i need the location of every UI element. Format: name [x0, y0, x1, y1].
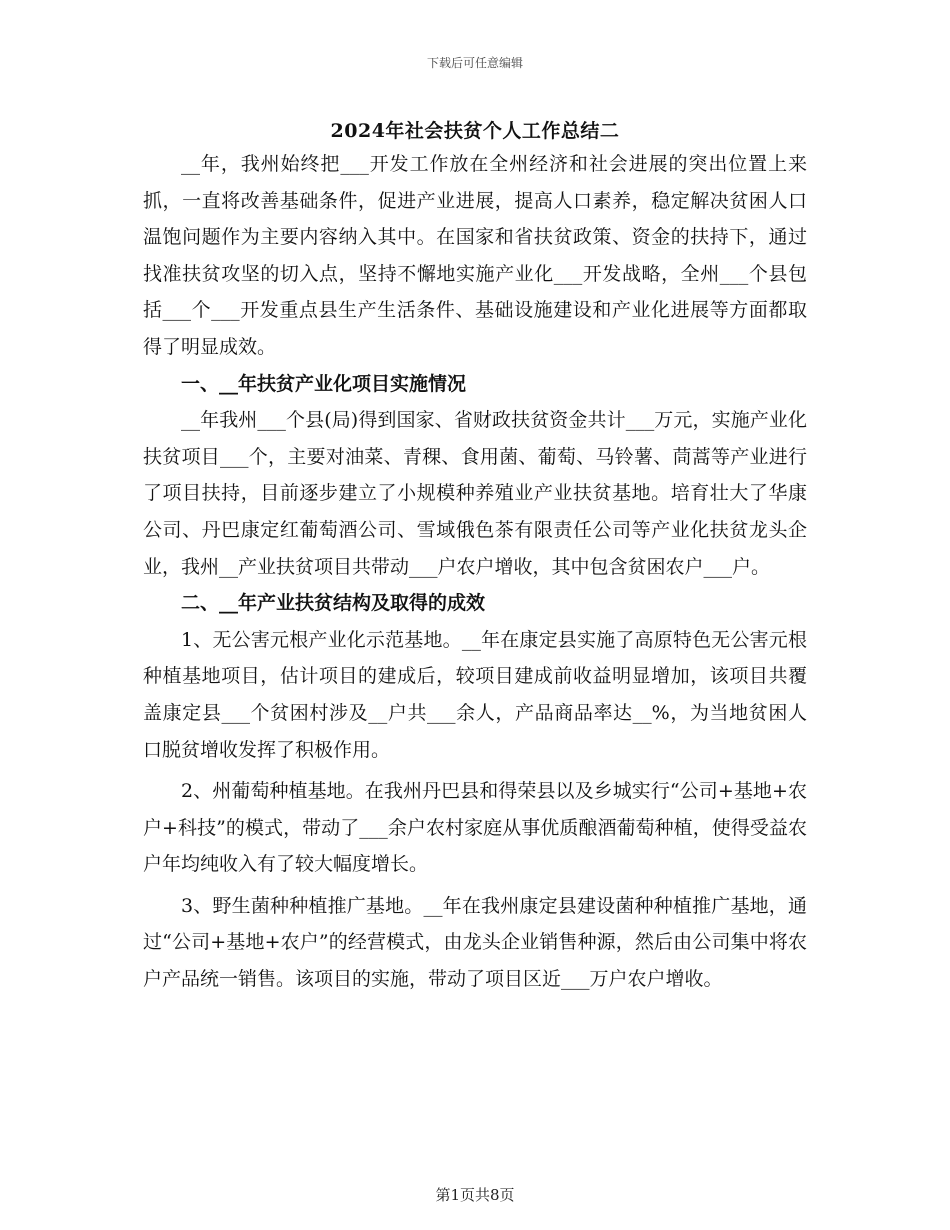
page-number: 第1页共8页: [435, 1186, 515, 1204]
item-2-paragraph: 2、州葡萄种植基地。在我州丹巴县和得荣县以及乡城实行“公司+基地+农户+科技”的模式，带动了___余户农村家庭从事优质酿酒葡萄种植，使得受益农户年均纯收入有了较大幅度增长。: [143, 780, 807, 876]
section-1-paragraph: __年我州___个县(局)得到国家、省财政扶贫资金共计___万元，实施产业化扶贫项目___个，主要对油菜、青稞、食用菌、葡萄、马铃薯、茼蒿等产业进行了项目扶持，目前逐步建立了小规模种养殖业产业扶贫基地。培育壮大了华康公司、丹巴康定红葡萄酒公司、雪域俄色茶有限责任公司等产业化扶贫龙头企业，我州__产业扶贫项目共带动___户农户增收，其中包含贫困农户___户。: [143, 409, 807, 578]
document-body: [143, 146, 807, 998]
page-header-note: 下载后可任意编辑: [426, 56, 523, 70]
document-title: 2024年社会扶贫个人工作总结二: [330, 120, 620, 142]
section-heading-2: 二、__年产业扶贫结构及取得的成效: [181, 592, 486, 615]
section-heading-1: 一、__年扶贫产业化项目实施情况: [181, 372, 467, 395]
item-3-paragraph: 3、野生菌种种植推广基地。__年在我州康定县建设菌种种植推广基地，通过“公司+基地+农户”的经营模式，由龙头企业销售种源，然后由公司集中将农户产品统一销售。该项目的实施，带动了项目区近___万户农户增收。: [143, 894, 807, 991]
item-1-paragraph: 1、无公害元根产业化示范基地。__年在康定县实施了高原特色无公害元根种植基地项目，估计项目的建成后，较项目建成前收益明显增加，该项目共覆盖康定县___个贫困村涉及__户共___余人，产品商品率达__%，为当地贫困人口脱贫增收发挥了积极作用。: [143, 628, 807, 761]
intro-paragraph: __年，我州始终把___开发工作放在全州经济和社会进展的突出位置上来抓，一直将改善基础条件，促进产业进展，提高人口素养，稳定解决贫困人口温饱问题作为主要内容纳入其中。在国家和省扶贫政策、资金的扶持下，通过找准扶贫攻坚的切入点，坚持不懈地实施产业化___开发战略，全州___个县包括___个___开发重点县生产生活条件、基础设施建设和产业化进展等方面都取得了明显成效。: [143, 153, 807, 358]
